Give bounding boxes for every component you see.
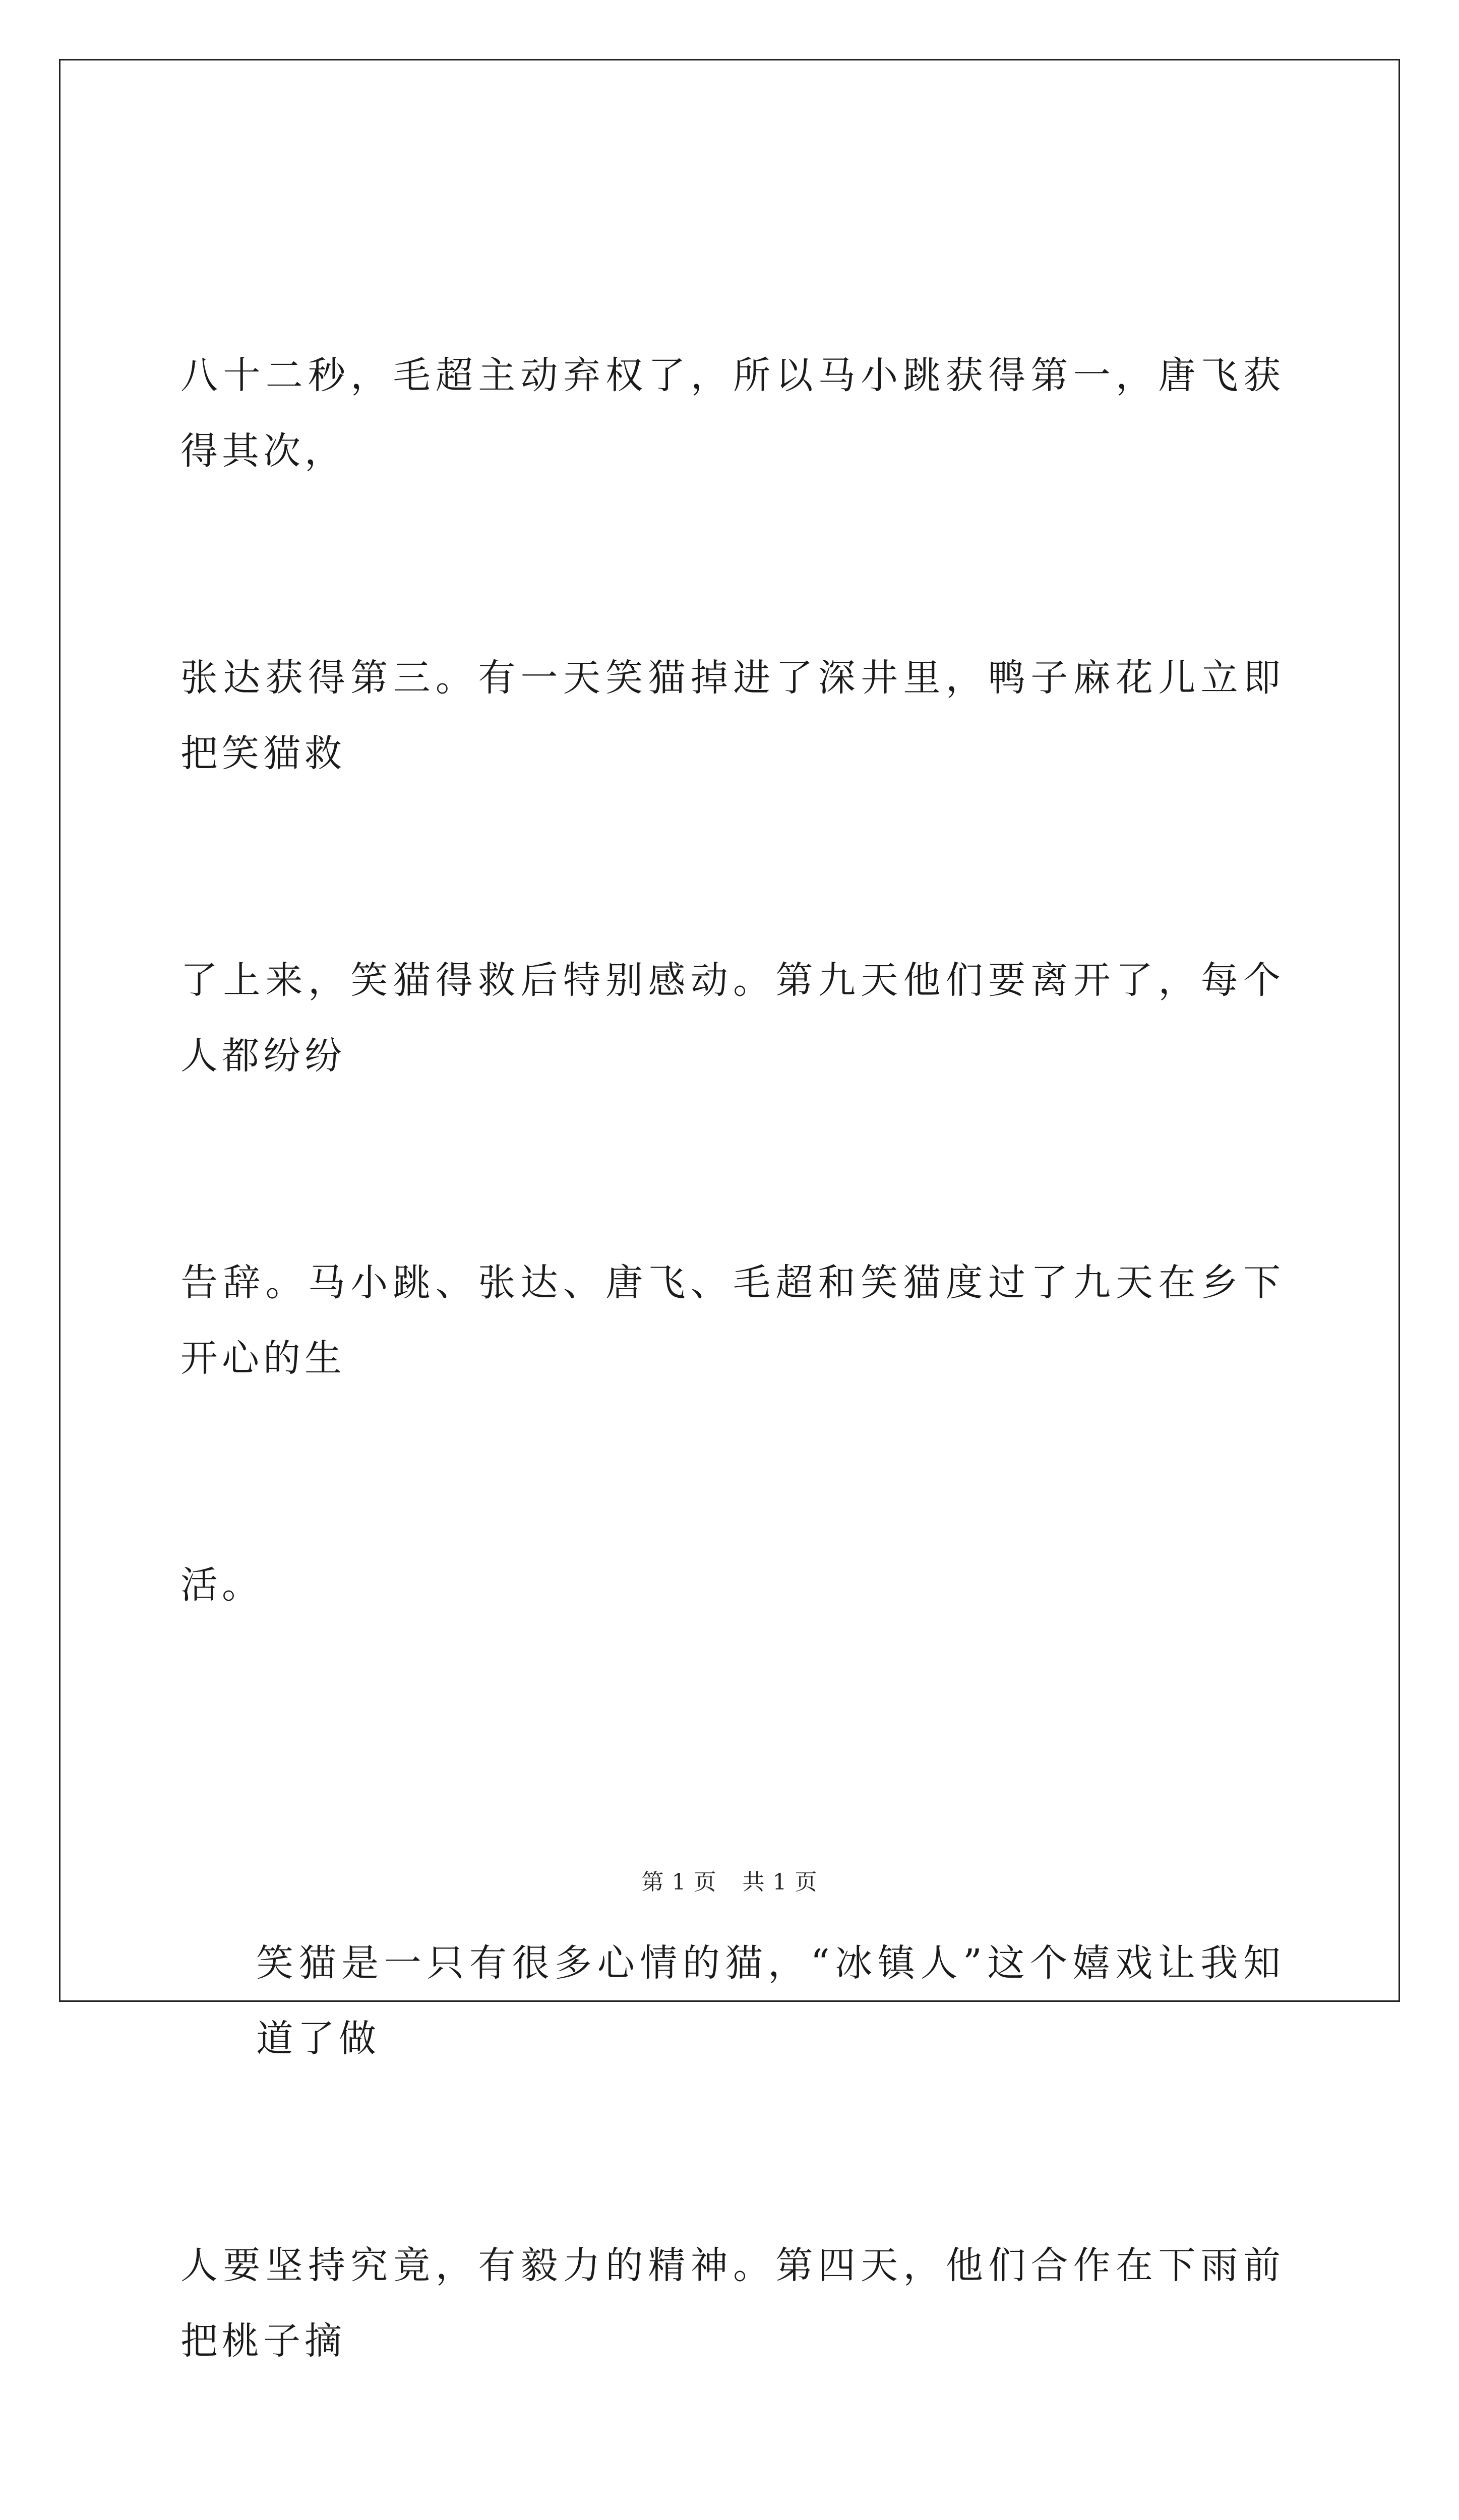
document-body bbox=[180, 186, 1285, 2520]
page-total: 共 1 页 bbox=[742, 1869, 818, 1895]
paragraph-1-line-1: 八十二秒，毛超主动弃权了，所以马小跳获得第一，唐飞获得其次， bbox=[180, 354, 1285, 473]
paragraph-1-line-5: 活。 bbox=[180, 1563, 263, 1607]
paragraph-1-line-2: 张达获得第三。有一天笑猫掉进了深井里，鸭子麻花儿立即把笑猫救 bbox=[180, 656, 1285, 775]
page-number: 第 1 页 bbox=[641, 1869, 717, 1895]
page-footer bbox=[0, 1867, 1459, 1898]
paragraph-2-line-1: 笑猫是一只有很多心情的猫，“冰镇人”这个嬉戏让我知道了做 bbox=[256, 1941, 1285, 2060]
paragraph-1-line-3: 了上来，笑猫得救后特别感动。第九天他们要离开了，每个人都纷纷 bbox=[180, 959, 1285, 1078]
paragraph-1-line-4: 告辞。马小跳、张达、唐飞、毛超和笑猫度过了九天在乡下开心的生 bbox=[180, 1261, 1285, 1380]
paragraph-2-line-2: 人要坚持究竟，有毅力的精神。第四天，他们合作在下雨前把桃子摘 bbox=[180, 2244, 1285, 2363]
paragraph-1 bbox=[180, 186, 1285, 1774]
